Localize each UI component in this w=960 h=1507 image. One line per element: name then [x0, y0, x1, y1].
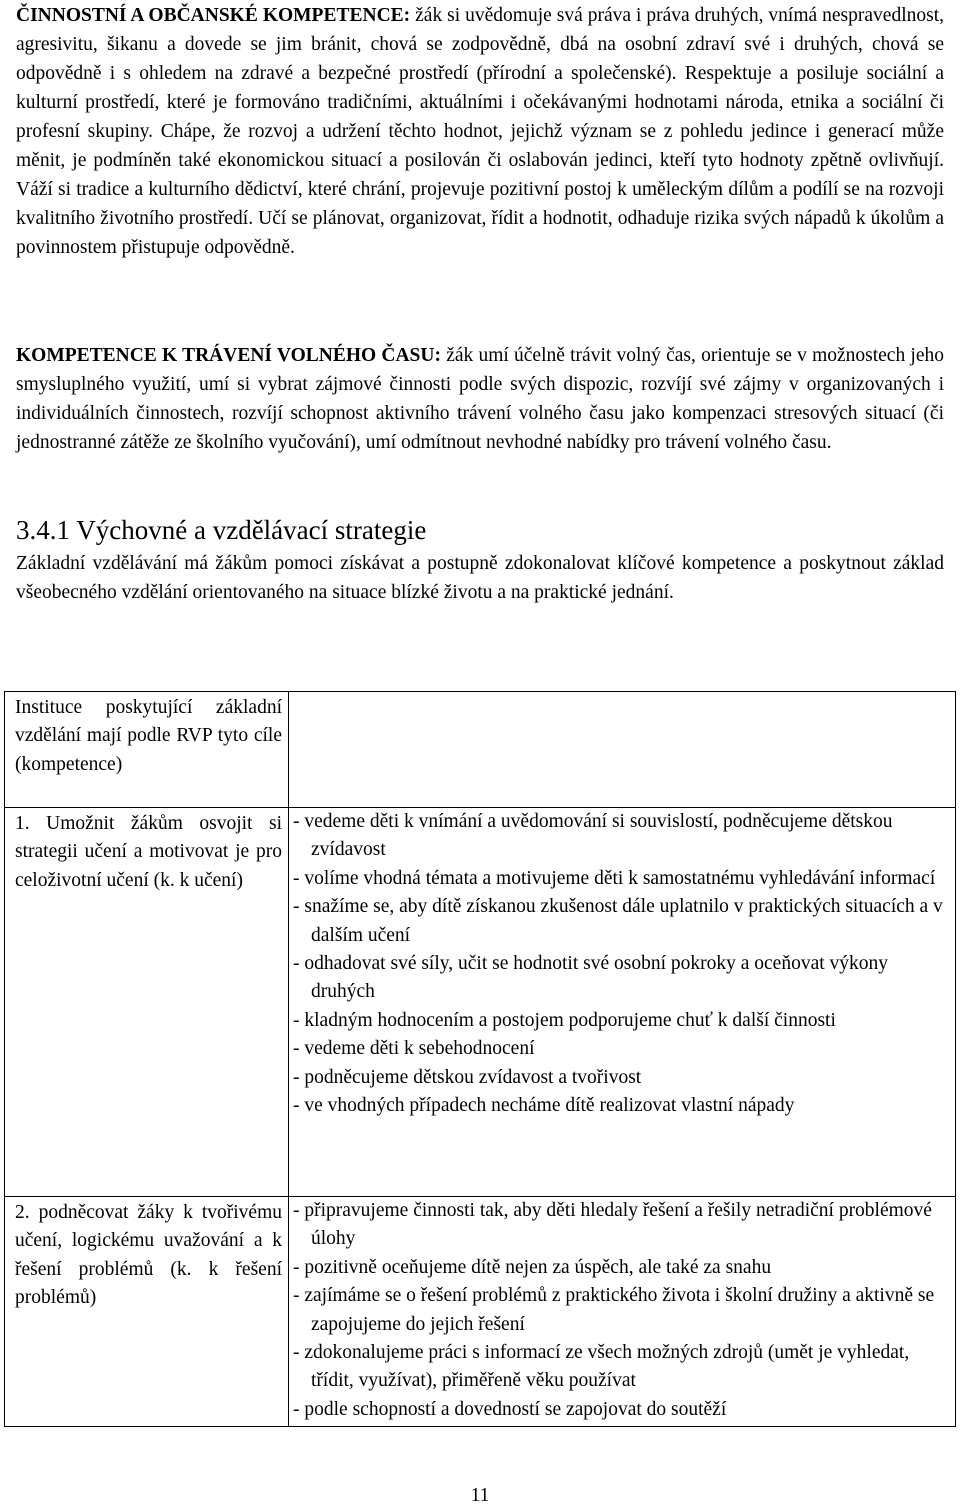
list-item: - vedeme děti k vnímání a uvědomování si souvislostí, podněcujeme dětskou zvídavost: [293, 808, 949, 865]
page-number: 11: [470, 1485, 490, 1506]
list-item: - ve vhodných případech necháme dítě realizovat vlastní nápady: [293, 1092, 949, 1120]
table-header-right: [289, 692, 956, 808]
list-item: - připravujeme činnosti tak, aby děti hledaly řešení a řešily netradiční problémové úlohy: [293, 1197, 949, 1254]
civic-competence-title: ČINNOSTNÍ A OBČANSKÉ KOMPETENCE:: [16, 5, 411, 26]
leisure-competence-title: KOMPETENCE K TRÁVENÍ VOLNÉHO ČASU:: [16, 345, 441, 366]
list-item: - podle schopností a dovedností se zapojovat do soutěží: [293, 1396, 949, 1424]
strategy-list: [293, 1197, 949, 1424]
section-heading: 3.4.1 Výchovné a vzdělávací strategie: [16, 515, 427, 545]
goal-cell: 1. Umožnit žákům osvojit si strategii učení a motivovat je pro celoživotní učení (k. k učení): [5, 808, 289, 1197]
list-item: - zdokonalujeme práci s informací ze všech možných zdrojů (umět je vyhledat, třídit, využívat), přiměřeně věku používat: [293, 1339, 949, 1396]
table-header-left: Instituce poskytující základní vzdělání mají podle RVP tyto cíle (kompetence): [5, 692, 289, 808]
goal-cell: 2. podněcovat žáky k tvořivému učení, logickému uvažování a k řešení problémů (k. k řešení problémů): [5, 1197, 289, 1427]
leisure-competence-text: žák umí účelně trávit volný čas, orientuje se v možnostech jeho smysluplného využití, umí si vybrat zájmové činnosti podle svých dispozic, rozvíjí své zájmy v organizovaných i individuálních činnostech, rozvíjí schopnost aktivního trávení volného času jako kompenzaci stresových situací (či jednostranné zátěže ze školního vyučování), umí odmítnout nevhodné nabídky pro trávení volného času.: [16, 345, 944, 453]
civic-competence-text: žák si uvědomuje svá práva i práva druhých, vnímá nespravedlnost, agresivitu, šikanu a dovede se jim bránit, chová se zodpovědně, dbá na osobní zdraví své i druhých, chová se odpovědně i s ohledem na zdravé a bezpečné prostředí (přírodní a společenské). Respektuje a posiluje sociální a kulturní prostředí, které je formováno tradičními, aktuálními i očekávanými hodnotami národa, etnika a sociální či profesní skupiny. Chápe, že rozvoj a udržení těchto hodnot, jejichž význam se z pohledu jedince i generací může měnit, je podmíněn také ekonomickou situací a posilován či oslabován jedinci, kteří tyto hodnoty zpětně ovlivňují. Váží si tradice a kulturního dědictví, které chrání, projevuje pozitivní postoj k uměleckým dílům a podílí se na rozvoji kvalitního životního prostředí. Učí se plánovat, organizovat, řídit a hodnotit, odhaduje rizika svých nápadů k úkolům a povinnostem přistupuje odpovědně.: [16, 5, 944, 258]
list-item: - kladným hodnocením a postojem podporujeme chuť k další činnosti: [293, 1007, 949, 1035]
strategy-list: [293, 808, 949, 1120]
list-item: - podněcujeme dětskou zvídavost a tvořivost: [293, 1064, 949, 1092]
civic-competence-paragraph: [16, 1, 944, 262]
list-item: - odhadovat své síly, učit se hodnotit své osobní pokroky a oceňovat výkony druhých: [293, 950, 949, 1007]
list-item: - zajímáme se o řešení problémů z praktického života i školní družiny a aktivně se zapojujeme do jejich řešení: [293, 1282, 949, 1339]
table-header-row: [5, 692, 956, 808]
strategy-cell: [289, 1197, 956, 1427]
list-item: - pozitivně oceňujeme dítě nejen za úspěch, ale také za snahu: [293, 1254, 949, 1282]
table-row: [5, 808, 956, 1197]
strategy-cell: [289, 808, 956, 1197]
leisure-competence-paragraph: [16, 341, 944, 457]
table-row: [5, 1197, 956, 1427]
list-item: - snažíme se, aby dítě získanou zkušenost dále uplatnilo v praktických situacích a v dalším učení: [293, 893, 949, 950]
intro-paragraph: Základní vzdělávání má žákům pomoci získávat a postupně zdokonalovat klíčové kompetence a poskytnout základ všeobecného vzdělání orientovaného na situace blízké životu a na praktické jednání.: [16, 553, 944, 603]
list-item: - volíme vhodná témata a motivujeme děti k samostatnému vyhledávání informací: [293, 865, 949, 893]
strategy-table: [4, 691, 956, 1427]
list-item: - vedeme děti k sebehodnocení: [293, 1035, 949, 1063]
